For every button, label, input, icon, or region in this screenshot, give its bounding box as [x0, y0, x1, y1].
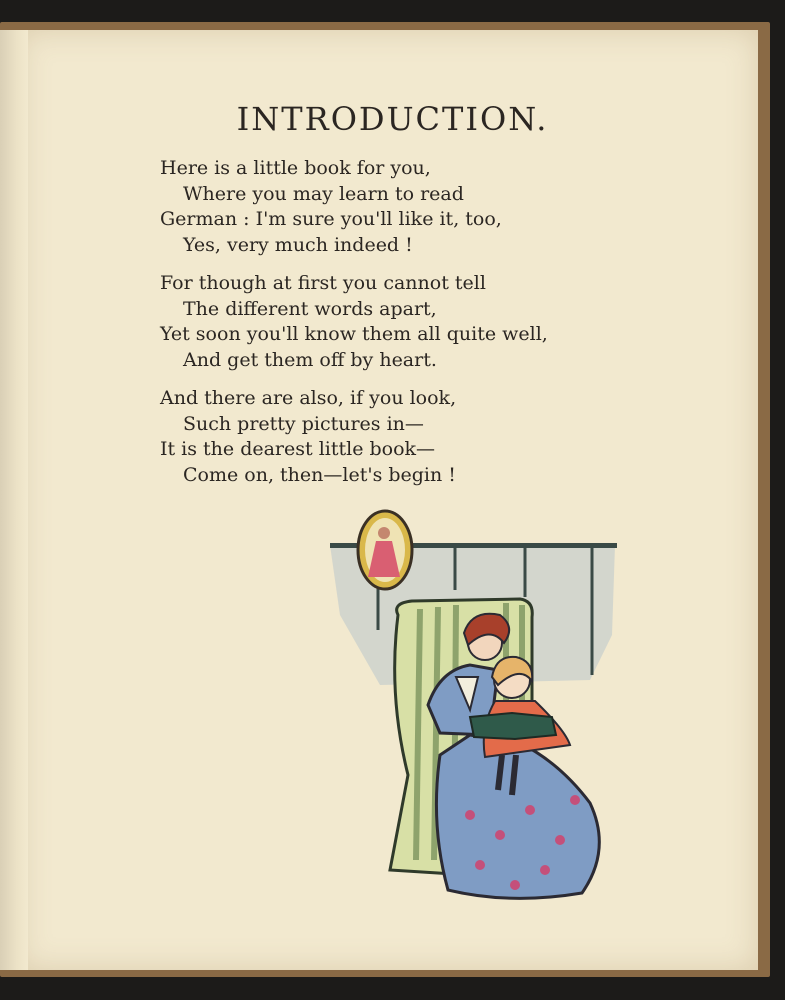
poem-line: German : I'm sure you'll like it, too,	[160, 208, 502, 230]
poem-line: Where you may learn to read	[183, 182, 464, 205]
poem-line: Come on, then—let's begin !	[183, 463, 456, 486]
poem-line: Yes, very much indeed !	[183, 233, 413, 256]
poem-line: For though at first you cannot tell	[160, 272, 486, 294]
stanza-1	[160, 156, 620, 258]
poem-line: Yet soon you'll know them all quite well,	[160, 323, 548, 345]
page-gutter	[0, 30, 28, 970]
poem-line: It is the dearest little book—	[160, 438, 436, 460]
poem-line: Here is a little book for you,	[160, 157, 431, 179]
page-title: INTRODUCTION.	[236, 100, 549, 138]
open-book	[470, 713, 556, 739]
poem-line: The different words apart,	[183, 297, 437, 320]
stanza-3	[160, 386, 620, 488]
framed-portrait	[358, 511, 412, 589]
poem-line: And get them off by heart.	[183, 348, 437, 371]
illustration-mother-reading	[320, 505, 630, 910]
poem-line: And there are also, if you look,	[160, 387, 457, 409]
poem-line: Such pretty pictures in—	[183, 412, 424, 435]
stanza-2	[160, 271, 620, 373]
poem	[160, 156, 620, 501]
